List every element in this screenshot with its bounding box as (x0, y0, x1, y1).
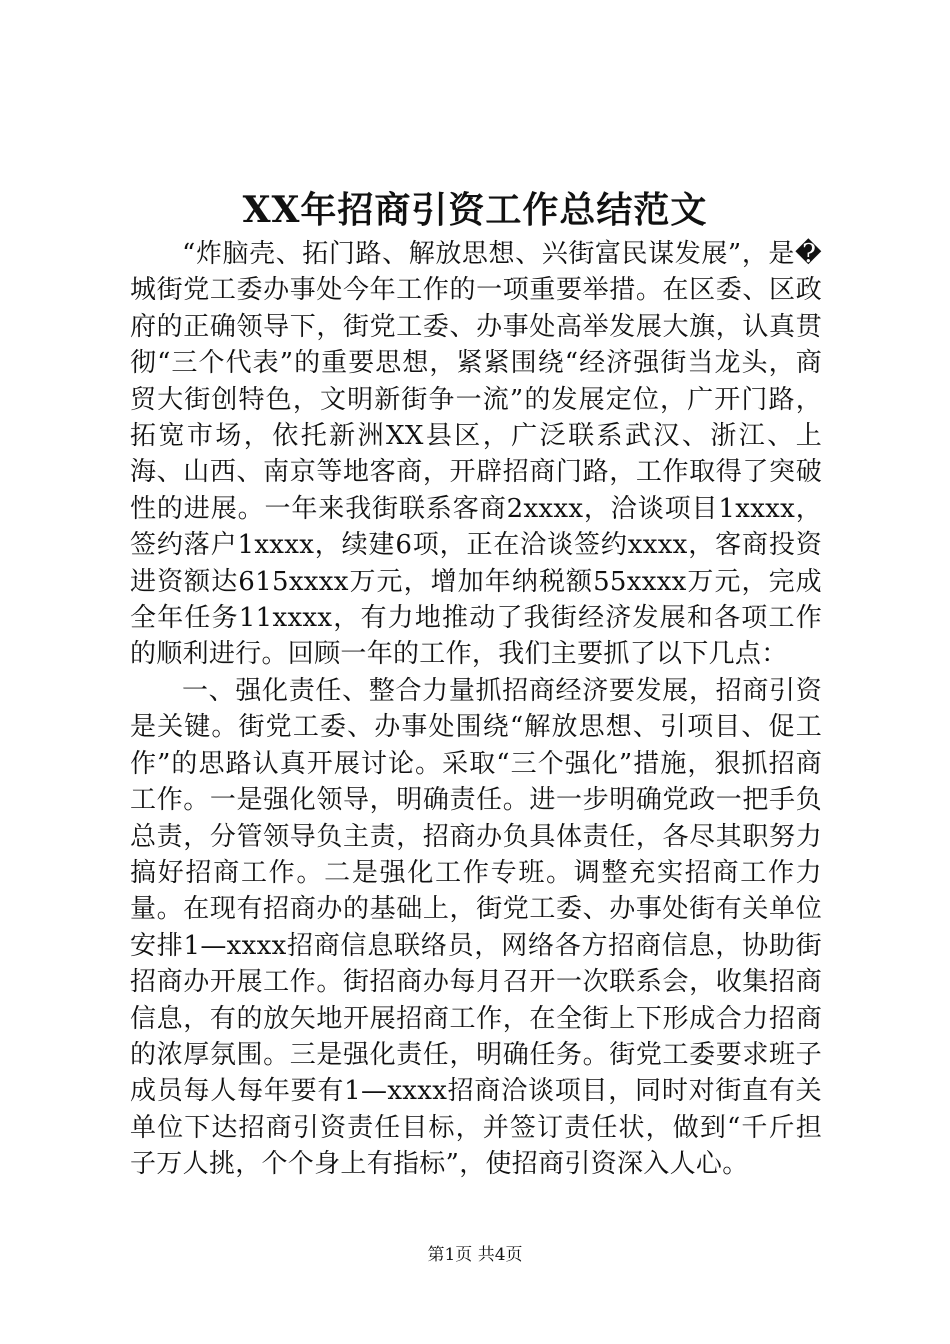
document-body (130, 236, 822, 1186)
paragraph-section-1: 一、强化责任、整合力量抓招商经济要发展，招商引资是关键。街党工委、办事处围绕“解放思想、引项目、促工作”的思路认真开展讨论。采取“三个强化”措施，狠抓招商工作。一是强化领导，明确责任。进一步明确党政一把手负总责，分管领导负主责，招商办负具体责任，各尽其职努力搞好招商工作。二是强化工作专班。调整充实招商工作力量。在现有招商办的基础上，街党工委、办事处街有关单位安排1—xxxx招商信息联络员，网络各方招商信息，协助街招商办开展工作。街招商办每月召开一次联系会，收集招商信息，有的放矢地开展招商工作，在全街上下形成合力招商的浓厚氛围。三是强化责任，明确任务。街党工委要求班子成员每人每年要有1—xxxx招商洽谈项目，同时对街直有关单位下达招商引资责任目标，并签订责任状，做到“千斤担子万人挑，个个身上有指标”，使招商引资深入人心。 (130, 675, 822, 1180)
paragraph-section-2-heading (130, 1183, 822, 1186)
paragraph-intro: “炸脑壳、拓门路、解放思想、兴街富民谋发展”，是�城街党工委办事处今年工作的一项重要举措。在区委、区政府的正确领导下，街党工委、办事处高举发展大旗，认真贯彻“三个代表”的重要思想，紧紧围绕“经济强街当龙头，商贸大街创特色，文明新街争一流”的发展定位，广开门路，拓宽市场，依托新洲XX县区，广泛联系武汉、浙江、上海、山西、南京等地客商，开辟招商门路，工作取得了突破性的进展。一年来我街联系客商2xxxx，洽谈项目1xxxx，签约落户1xxxx，续建6项，正在洽谈签约xxxx，客商投资进资额达615xxxx万元，增加年纳税额55xxxx万元，完成全年任务11xxxx，有力地推动了我街经济发展和各项工作的顺利进行。回顾一年的工作，我们主要抓了以下几点： (130, 239, 822, 670)
page-footer: 第1页 共4页 (427, 1245, 523, 1265)
document-title: XX年招商引资工作总结范文 (242, 189, 708, 231)
